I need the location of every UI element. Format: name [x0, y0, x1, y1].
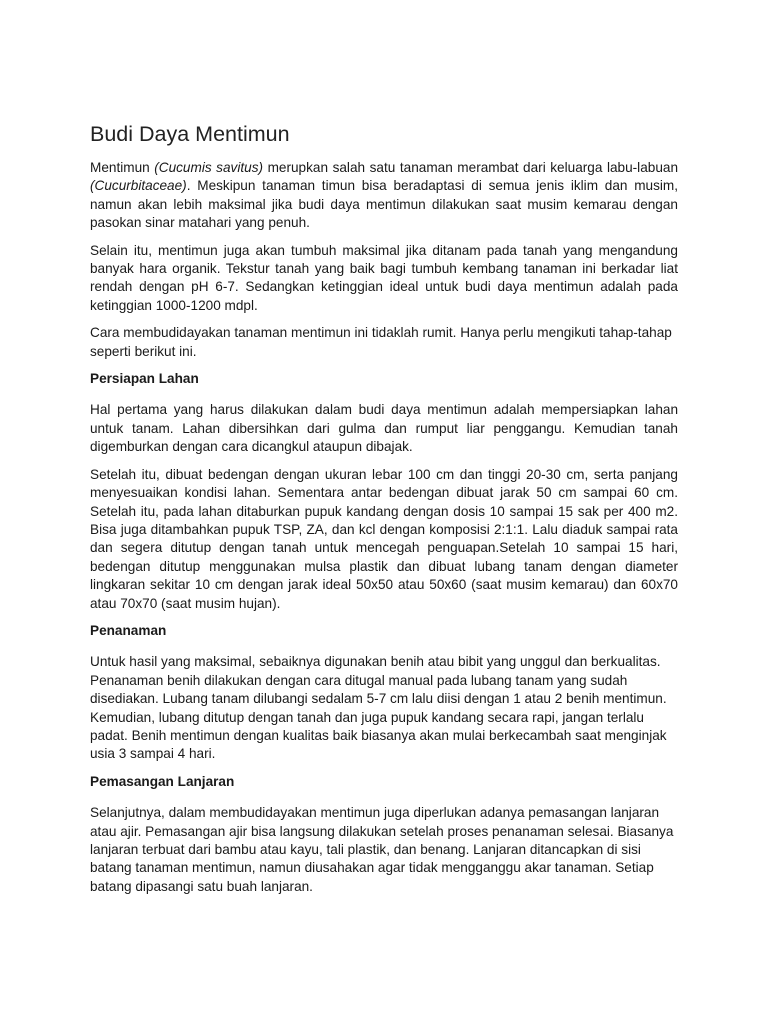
intro-text: Mentimun: [90, 160, 155, 175]
scientific-name: (Cucumis savitus): [154, 160, 264, 175]
intro-text: . Meskipun tanaman timun bisa beradaptasi di semua jenis iklim dan musim, namun akan lebih maksimal jika budi daya mentimun dilakukan saat musim kemarau dengan pasokan sinar matahari yang penuh.: [90, 178, 678, 231]
intro-paragraph: [90, 159, 678, 233]
section-heading-pemasangan-lanjaran: Pemasangan Lanjaran: [90, 773, 235, 789]
document-page: [90, 118, 678, 905]
section-heading-persiapan-lahan: Persiapan Lahan: [90, 371, 199, 387]
section-heading-penanaman: Penanaman: [90, 622, 167, 638]
document-title: Budi Daya Mentimun: [90, 122, 290, 146]
paragraph: Selanjutnya, dalam membudidayakan mentimun juga diperlukan adanya pemasangan lanjaran atau ajir. Pemasangan ajir bisa langsung dilakukan setelah proses penanaman selesai. Biasanya lanjaran terbuat dari bambu atau kayu, tali plastik, dan benang. Lanjaran ditancapkan di sisi batang tanaman mentimun, namun diusahakan agar tidak mengganggu akar tanaman. Setiap batang dipasangi satu buah lanjaran.: [90, 805, 674, 894]
paragraph: Cara membudidayakan tanaman mentimun ini tidaklah rumit. Hanya perlu mengikuti tahap-tahap seperti berikut ini.: [90, 325, 672, 359]
paragraph: Hal pertama yang harus dilakukan dalam budi daya mentimun adalah mempersiapkan lahan untuk tanam. Lahan dibersihkan dari gulma dan rumput liar penggangu. Kemudian tanah digemburkan dengan cara dicangkul ataupun dibajak.: [90, 402, 678, 455]
intro-text: merupkan salah satu tanaman merambat dari keluarga labu-labuan: [263, 160, 679, 175]
paragraph: Untuk hasil yang maksimal, sebaiknya digunakan benih atau bibit yang unggul dan berkualitas. Penanaman benih dilakukan dengan cara ditugal manual pada lubang tanam yang sudah disediakan. Lubang tanam dilubangi sedalam 5-7 cm lalu diisi dengan 1 atau 2 benih mentimun. Kemudian, lubang ditutup dengan tanah dan juga pupuk kandang secara rapi, jangan terlalu padat. Benih mentimun dengan kualitas baik biasanya akan mulai berkecambah saat menginjak usia 3 sampai 4 hari.: [90, 654, 667, 762]
paragraph: Setelah itu, dibuat bedengan dengan ukuran lebar 100 cm dan tinggi 20-30 cm, serta panjang menyesuaikan kondisi lahan. Sementara antar bedengan dibuat jarak 50 cm sampai 60 cm. Setelah itu, pada lahan ditaburkan pupuk kandang dengan dosis 10 sampai 15 sak per 400 m2. Bisa juga ditambahkan pupuk TSP, ZA, dan kcl dengan komposisi 2:1:1. Lalu diaduk sampai rata dan segera ditutup dengan tanah untuk mencegah penguapan.Setelah 10 sampai 15 hari, bedengan ditutup menggunakan mulsa plastik dan dibuat lubang tanam dengan diameter lingkaran sekitar 10 cm dengan jarak ideal 50x50 atau 50x60 (saat musim kemarau) dan 60x70 atau 70x70 (saat musim hujan).: [90, 466, 678, 611]
family-name: (Cucurbitaceae): [90, 178, 187, 194]
paragraph: Selain itu, mentimun juga akan tumbuh maksimal jika ditanam pada tanah yang mengandung banyak hara organik. Tekstur tanah yang baik bagi tumbuh kembang tanaman ini berkadar liat rendah dengan pH 6-7. Sedangkan ketinggian ideal untuk budi daya mentimun adalah pada ketinggian 1000-1200 mdpl.: [90, 242, 678, 313]
